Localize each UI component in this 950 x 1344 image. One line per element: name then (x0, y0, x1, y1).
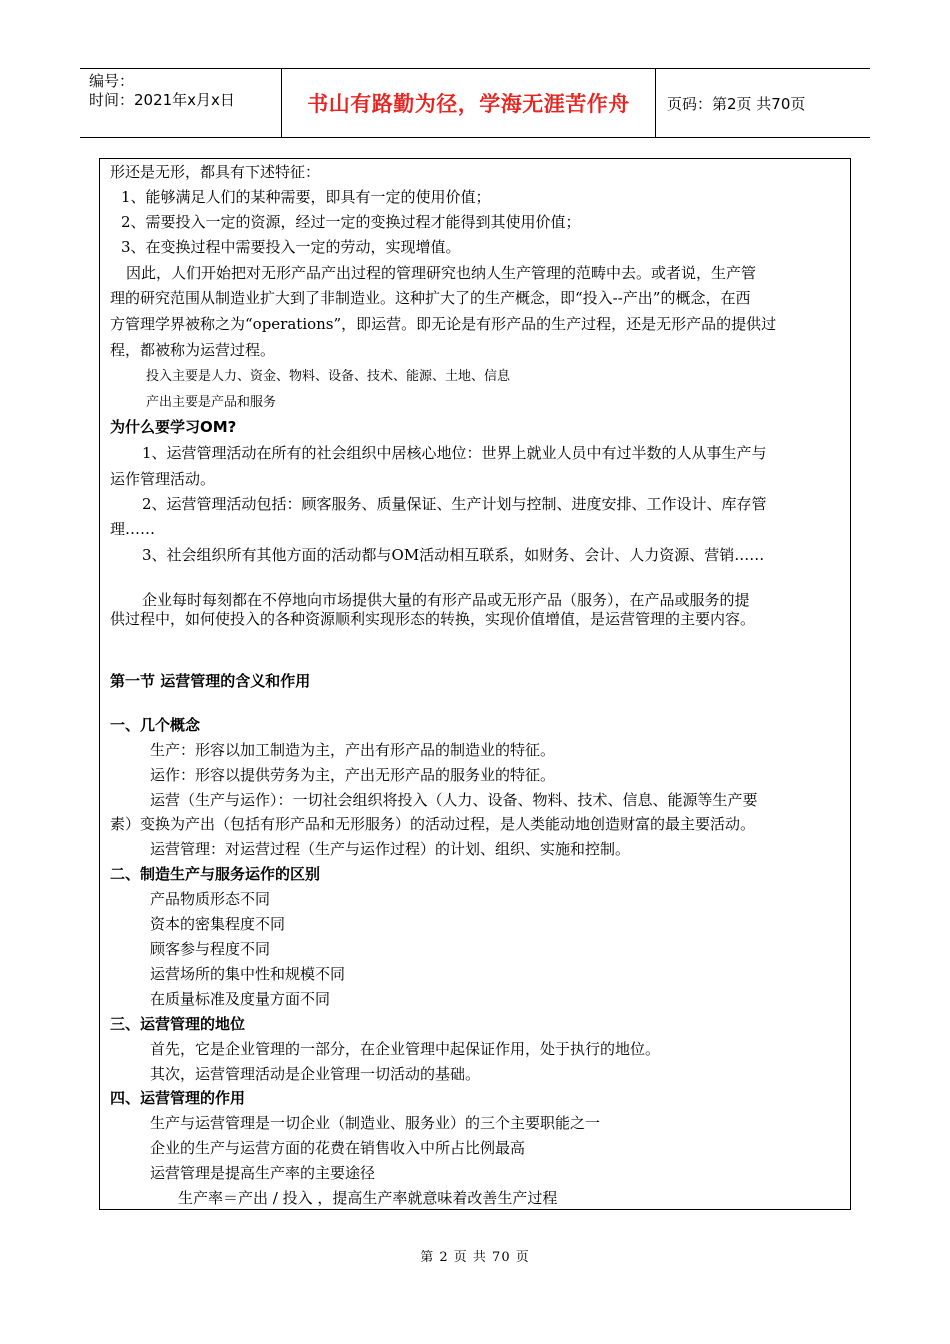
section-heading: 第一节 运营管理的含义和作用 (110, 672, 311, 690)
list-item: 产品物质形态不同 (150, 890, 271, 908)
list-item: 运营场所的集中性和规模不同 (150, 965, 346, 983)
section-heading: 二、制造生产与服务运作的区别 (110, 865, 321, 883)
text-line: 理的研究范围从制造业扩大到了非制造业。这种扩大了的生产概念，即“投入--产出”的概念，在西 (110, 289, 751, 307)
text-line: 程，都被称为运营过程。 (110, 341, 276, 359)
page-footer: 第 2 页 共 70 页 (420, 1250, 530, 1265)
text-line: 2、需要投入一定的资源，经过一定的变换过程才能得到其使用价值； (121, 213, 581, 231)
text-line: 形还是无形，都具有下述特征： (110, 163, 321, 181)
text-line: 3、在变换过程中需要投入一定的劳动，实现增值。 (121, 238, 461, 256)
text-line: 运营（生产与运作）：一切社会组织将投入（人力、设备、物料、技术、信息、能源等生产要 (150, 791, 758, 809)
section-heading: 为什么要学习OM? (110, 418, 237, 436)
text-line: 运作管理活动。 (110, 470, 216, 488)
section-heading: 四、运营管理的作用 (110, 1089, 246, 1107)
list-item: 生产与运营管理是一切企业（制造业、服务业）的三个主要职能之一 (150, 1114, 601, 1132)
text-line: 产出主要是产品和服务 (146, 395, 277, 410)
header-meta (80, 69, 282, 137)
list-item: 资本的密集程度不同 (150, 915, 286, 933)
text-line: 理…… (110, 520, 156, 538)
list-item: 顾客参与程度不同 (150, 940, 271, 958)
text-line: 1、运营管理活动在所有的社会组织中居核心地位：世界上就业人员中有过半数的人从事生产与 (142, 444, 767, 462)
text-line: 运营管理：对运营过程（生产与运作过程）的计划、组织、实施和控制。 (150, 840, 631, 858)
section-heading: 一、几个概念 (110, 716, 201, 734)
date-label: 时间：2021年x月x日 (89, 91, 235, 109)
text-line: 首先，它是企业管理的一部分，在企业管理中起保证作用，处于执行的地位。 (150, 1040, 661, 1058)
text-line: 运作：形容以提供劳务为主，产出无形产品的服务业的特征。 (150, 766, 556, 784)
text-line: 供过程中，如何使投入的各种资源顺利实现形态的转换，实现价值增值，是运营管理的主要内容。 (110, 610, 756, 628)
text-line: 企业每时每刻都在不停地向市场提供大量的有形产品或无形产品（服务），在产品或服务的提 (142, 591, 750, 609)
number-label: 编号： (89, 72, 135, 90)
text-line: 3、社会组织所有其他方面的活动都与OM活动相互联系，如财务、会计、人力资源、营销…… (142, 546, 765, 564)
page-header (80, 68, 870, 138)
text-line: 其次，运营管理活动是企业管理一切活动的基础。 (150, 1065, 481, 1083)
text-line: 1、能够满足人们的某种需要，即具有一定的使用价值； (121, 188, 491, 206)
text-line: 2、运营管理活动包括：顾客服务、质量保证、生产计划与控制、进度安排、工作设计、库存管 (142, 495, 767, 513)
page-info: 页码：第2页 共70页 (667, 94, 806, 113)
list-item: 在质量标准及度量方面不同 (150, 990, 331, 1008)
list-item: 企业的生产与运营方面的花费在销售收入中所占比例最高 (150, 1139, 526, 1157)
motto: 书山有路勤为径，学海无涯苦作舟 (282, 69, 656, 137)
formula-line: 生产率＝产出 / 投入 ，提高生产率就意味着改善生产过程 (178, 1189, 558, 1207)
section-heading: 三、运营管理的地位 (110, 1015, 246, 1033)
list-item: 运营管理是提高生产率的主要途径 (150, 1164, 376, 1182)
text-line: 生产：形容以加工制造为主，产出有形产品的制造业的特征。 (150, 741, 556, 759)
text-line: 方管理学界被称之为“operations”，即运营。即无论是有形产品的生产过程，还是无形产品的提供过 (110, 315, 777, 333)
text-line: 因此，人们开始把对无形产品产出过程的管理研究也纳人生产管理的范畴中去。或者说，生产管 (126, 264, 757, 282)
text-line: 素）变换为产出（包括有形产品和无形服务）的活动过程，是人类能动地创造财富的最主要活动。 (110, 815, 756, 833)
text-line: 投入主要是人力、资金、物料、设备、技术、能源、土地、信息 (146, 369, 511, 384)
